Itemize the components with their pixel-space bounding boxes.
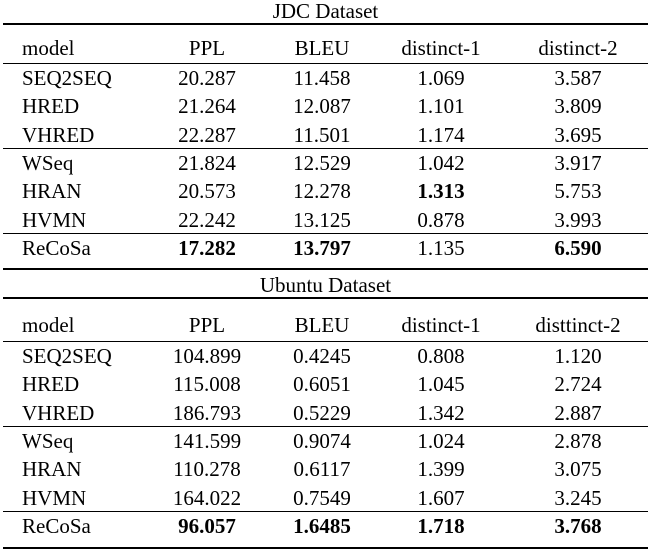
ubuntu-table-cell: VHRED — [22, 400, 95, 425]
jdc-table-row — [0, 64, 651, 92]
ubuntu-table-cell: 1.120 — [554, 344, 602, 368]
ubuntu-table-cell: 0.9074 — [293, 429, 351, 453]
jdc-table-cell: 12.529 — [293, 151, 351, 175]
ubuntu-header-cell: BLEU — [294, 313, 350, 337]
jdc-table-cell: HRED — [22, 94, 80, 119]
jdc-table-cell: 3.695 — [554, 122, 602, 147]
ubuntu-table-cell: 104.899 — [172, 344, 242, 368]
jdc-table-cell: 0.878 — [417, 207, 465, 232]
jdc-table-cell: 1.069 — [417, 66, 465, 90]
ubuntu-table-cell: SEQ2SEQ — [22, 344, 112, 368]
ubuntu-table-cell: 0.7549 — [293, 485, 351, 510]
jdc-table-cell: 21.824 — [178, 151, 236, 175]
jdc-table-cell: 1.313 — [417, 179, 465, 204]
jdc-table-row — [0, 92, 651, 120]
jdc-header-cell: distinct-2 — [538, 36, 618, 60]
ubuntu-table-cell: ReCoSa — [22, 514, 91, 538]
jdc-table-row — [0, 234, 651, 262]
jdc-table-cell: ReCoSa — [22, 236, 91, 260]
jdc-header-row — [0, 34, 651, 62]
ubuntu-header-cell: model — [22, 313, 75, 337]
jdc-table-cell: HVMN — [22, 207, 87, 232]
jdc-table-cell: 5.753 — [554, 179, 602, 204]
ubuntu-table-cell: 1.342 — [417, 400, 465, 425]
ubuntu-table-cell: 1.6485 — [293, 514, 351, 538]
jdc-table-cell: 22.242 — [178, 207, 236, 232]
jdc-table-cell: 21.264 — [178, 94, 236, 119]
ubuntu-header-row — [0, 311, 651, 339]
ubuntu-table-cell: 1.045 — [417, 372, 465, 397]
ubuntu-group-rule — [3, 511, 648, 512]
ubuntu-table-cell: 0.6117 — [293, 457, 351, 482]
jdc-table-cell: 3.993 — [554, 207, 602, 232]
jdc-table-cell: 3.809 — [554, 94, 602, 119]
ubuntu-table-cell: 141.599 — [172, 429, 242, 453]
ubuntu-table-cell: 115.008 — [173, 372, 241, 397]
ubuntu-table-cell: HRAN — [22, 457, 82, 482]
ubuntu-table-cell: 164.022 — [172, 485, 242, 510]
jdc-group-rule — [3, 233, 648, 234]
ubuntu-table-cell: 1.399 — [417, 457, 465, 482]
ubuntu-table-cell: 2.887 — [554, 400, 602, 425]
ubuntu-table-cell: 3.075 — [554, 457, 602, 482]
jdc-table-cell: 22.287 — [178, 122, 236, 147]
jdc-table-cell: 1.174 — [417, 122, 465, 147]
ubuntu-table-row — [0, 427, 651, 455]
ubuntu-table-cell: WSeq — [22, 429, 74, 453]
ubuntu-table-cell: 0.5229 — [293, 400, 351, 425]
jdc-table-cell: VHRED — [22, 122, 95, 147]
jdc-table-cell: 17.282 — [178, 236, 236, 260]
ubuntu-table-row — [0, 484, 651, 512]
jdc-header-cell: BLEU — [294, 36, 350, 60]
ubuntu-table-cell: 96.057 — [178, 514, 236, 538]
ubuntu-table-row — [0, 342, 651, 370]
jdc-table-cell: 12.278 — [293, 179, 351, 204]
jdc-table-cell: HRAN — [22, 179, 82, 204]
jdc-bottom-rule — [3, 268, 648, 270]
ubuntu-table-cell: 0.808 — [417, 344, 465, 368]
jdc-table-row — [0, 121, 651, 149]
jdc-table-cell: 1.101 — [417, 94, 465, 119]
jdc-table-cell: 13.125 — [293, 207, 351, 232]
jdc-header-cell: model — [22, 36, 75, 60]
ubuntu-table-cell: 3.245 — [554, 485, 602, 510]
jdc-table-cell: 11.458 — [293, 66, 351, 90]
ubuntu-group-rule — [3, 426, 648, 427]
ubuntu-table-cell: 2.724 — [554, 372, 602, 397]
jdc-table-cell: 3.587 — [554, 66, 602, 90]
jdc-header-cell: distinct-1 — [401, 36, 481, 60]
ubuntu-table-cell: 1.718 — [417, 514, 465, 538]
ubuntu-table-cell: HRED — [22, 372, 80, 397]
jdc-table-row — [0, 177, 651, 205]
ubuntu-table-cell: HVMN — [22, 485, 87, 510]
jdc-table-cell: 6.590 — [554, 236, 602, 260]
jdc-table-cell: 1.042 — [417, 151, 465, 175]
ubuntu-table-cell: 3.768 — [554, 514, 602, 538]
jdc-table-cell: 3.917 — [554, 151, 602, 175]
jdc-table-caption: JDC Dataset — [272, 0, 379, 23]
ubuntu-table-cell: 1.024 — [417, 429, 465, 453]
ubuntu-table-row — [0, 512, 651, 540]
jdc-table-cell: SEQ2SEQ — [22, 66, 112, 90]
jdc-table-cell: 1.135 — [417, 236, 465, 260]
ubuntu-bottom-rule — [3, 547, 648, 549]
ubuntu-table-cell: 1.607 — [417, 485, 465, 510]
ubuntu-header-cell: disttinct-2 — [535, 313, 621, 337]
jdc-table-cell: 11.501 — [293, 122, 351, 147]
ubuntu-header-cell: PPL — [188, 313, 226, 337]
ubuntu-table-cell: 2.878 — [554, 429, 602, 453]
jdc-table-row — [0, 149, 651, 177]
ubuntu-table-caption: Ubuntu Dataset — [259, 273, 392, 297]
ubuntu-table-cell: 0.6051 — [293, 372, 351, 397]
ubuntu-table-row — [0, 370, 651, 398]
ubuntu-table-row — [0, 455, 651, 483]
jdc-table-cell: WSeq — [22, 151, 74, 175]
jdc-table-cell: 13.797 — [293, 236, 351, 260]
jdc-group-rule — [3, 148, 648, 149]
jdc-table-cell: 12.087 — [293, 94, 351, 119]
jdc-header-cell: PPL — [188, 36, 226, 60]
jdc-table-cell: 20.573 — [178, 179, 236, 204]
jdc-table-row — [0, 206, 651, 234]
ubuntu-top-rule — [3, 297, 648, 299]
jdc-top-rule — [3, 23, 648, 25]
ubuntu-header-cell: distinct-1 — [401, 313, 481, 337]
ubuntu-table-cell: 186.793 — [172, 400, 242, 425]
ubuntu-table-row — [0, 399, 651, 427]
jdc-table-cell: 20.287 — [178, 66, 236, 90]
ubuntu-table-cell: 110.278 — [173, 457, 241, 482]
ubuntu-table-cell: 0.4245 — [293, 344, 351, 368]
